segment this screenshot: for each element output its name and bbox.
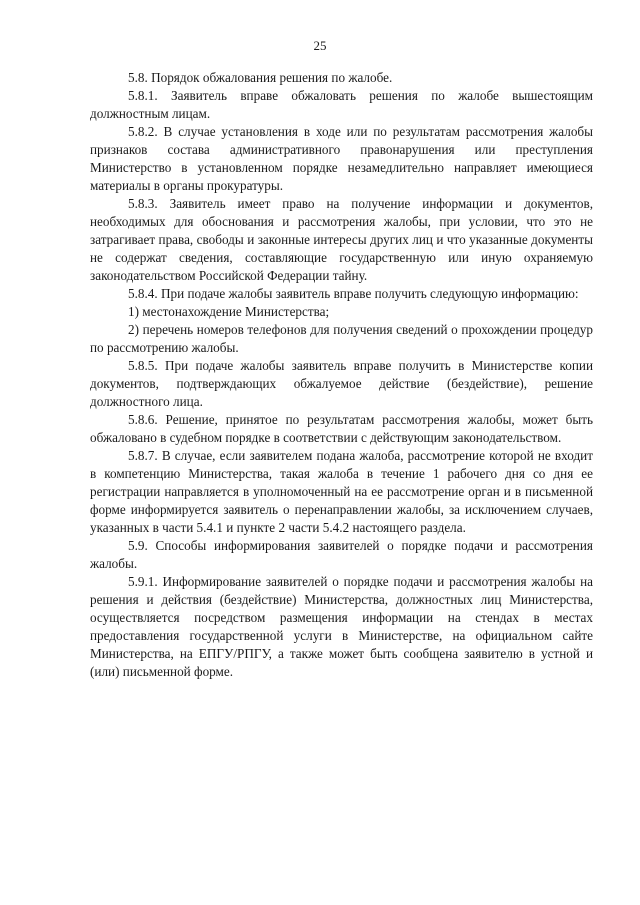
document-body bbox=[90, 69, 593, 681]
paragraph-5-8-1: 5.8.1. Заявитель вправе обжаловать решения по жалобе вышестоящим должностным лицам. bbox=[90, 88, 593, 121]
paragraph-5-8-3: 5.8.3. Заявитель имеет право на получение информации и документов, необходимых для обоснования и рассмотрения жалобы, при условии, что это не затрагивает права, свободы и законные интересы других лиц и что указанные документы не содержат сведения, составляющие государственную или иную охраняемую законодательством Российской Федерации тайну. bbox=[90, 196, 593, 283]
paragraph-5-8-7: 5.8.7. В случае, если заявителем подана жалоба, рассмотрение которой не входит в компетенцию Министерства, такая жалоба в течение 1 рабочего дня со дня ее регистрации направляется в уполномоченный на ее рассмотрение орган и в письменной форме информируется заявитель о перенаправлении жалобы, за исключением случаев, указанных в части 5.4.1 и пункте 2 части 5.4.2 настоящего раздела. bbox=[90, 448, 593, 535]
paragraph-5-8-6: 5.8.6. Решение, принятое по результатам рассмотрения жалобы, может быть обжаловано в судебном порядке в соответствии с действующим законодательством. bbox=[90, 412, 593, 445]
paragraph-5-8-4: 5.8.4. При подаче жалобы заявитель вправе получить следующую информацию: bbox=[128, 286, 579, 301]
paragraph-5-9-1: 5.9.1. Информирование заявителей о порядке подачи и рассмотрения жалобы на решения и действия (бездействие) Министерства, должностных лиц Министерства, осуществляется посредством размещения информации на стендах в местах предоставления государственной услуги в Министерстве, на официальном сайте Министерства, на ЕПГУ/РПГУ, а также может быть сообщена заявителю в устной и (или) письменной форме. bbox=[90, 574, 593, 679]
section-heading-5-9: 5.9. Способы информирования заявителей о порядке подачи и рассмотрения жалобы. bbox=[90, 538, 593, 571]
page-number: 25 bbox=[313, 38, 327, 53]
list-item-1: 1) местонахождение Министерства; bbox=[128, 304, 330, 319]
section-heading-5-8: 5.8. Порядок обжалования решения по жалобе. bbox=[128, 70, 393, 85]
paragraph-5-8-2: 5.8.2. В случае установления в ходе или по результатам рассмотрения жалобы признаков состава административного правонарушения или преступления Министерство в установленном порядке незамедлительно направляет имеющиеся материалы в органы прокуратуры. bbox=[90, 124, 593, 193]
paragraph-5-8-5: 5.8.5. При подаче жалобы заявитель вправе получить в Министерстве копии документов, подтверждающих обжалуемое действие (бездействие), решение должностного лица. bbox=[90, 358, 593, 409]
list-item-2: 2) перечень номеров телефонов для получения сведений о прохождении процедур по рассмотрению жалобы. bbox=[90, 322, 593, 355]
